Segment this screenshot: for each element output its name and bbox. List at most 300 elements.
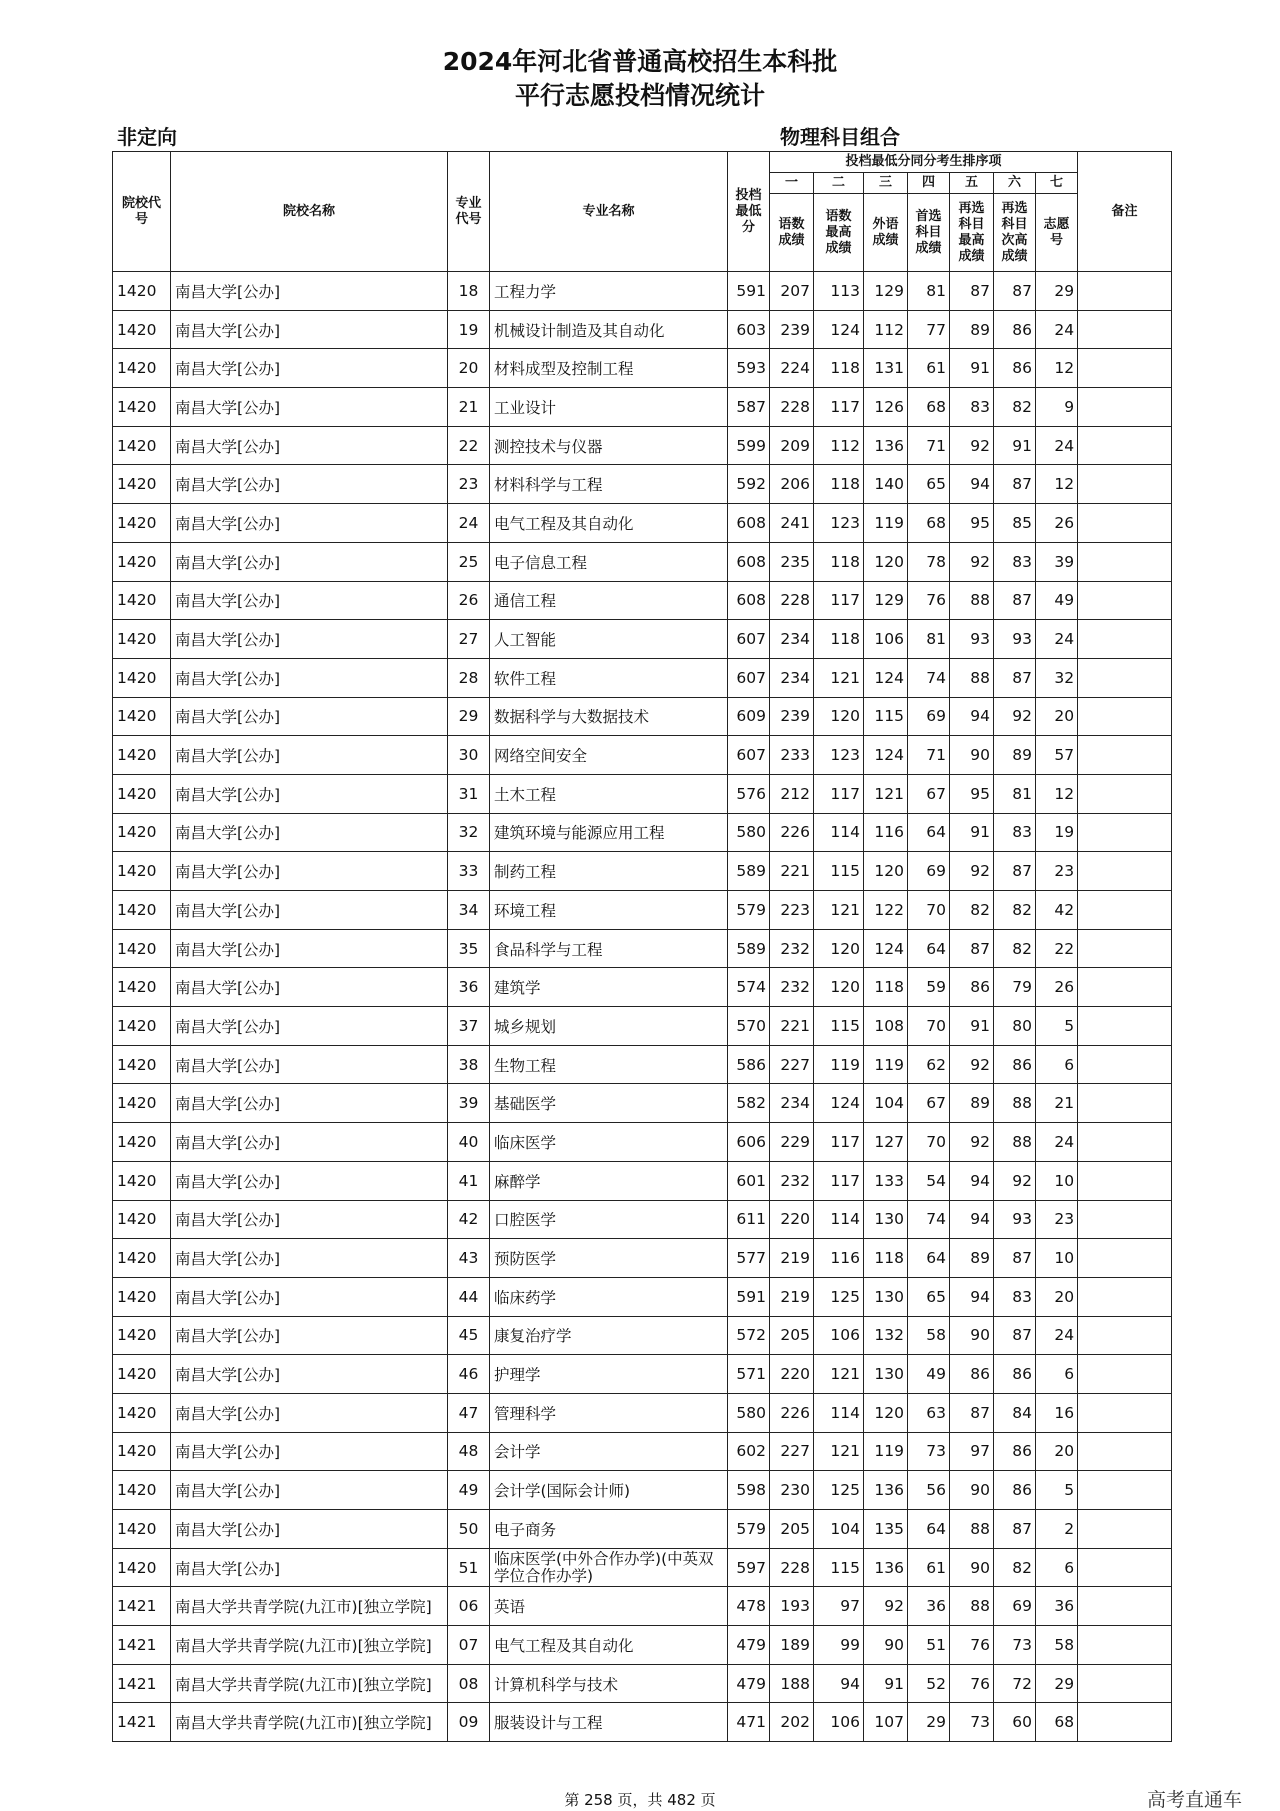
remark-cell [1078,1161,1172,1200]
major-code-cell: 43 [448,1239,490,1278]
elective-max-cell: 88 [950,658,994,697]
table-row [113,697,1172,736]
foreign-lang-cell: 107 [864,1703,908,1742]
elective-second-cell: 87 [994,1239,1036,1278]
table-row [113,1510,1172,1549]
school-code-cell: 1420 [113,1393,171,1432]
foreign-lang-cell: 108 [864,1007,908,1046]
chinese-math-cell: 226 [770,813,814,852]
major-name-cell: 机械设计制造及其自动化 [490,310,728,349]
choice-number-cell: 6 [1036,1355,1078,1394]
school-code-cell: 1420 [113,349,171,388]
school-name-cell: 南昌大学[公办] [171,620,448,659]
chinese-math-cell: 228 [770,388,814,427]
elective-second-cell: 87 [994,658,1036,697]
chinese-math-max-cell: 113 [814,272,864,311]
major-code-cell: 06 [448,1587,490,1626]
first-subject-cell: 68 [908,504,950,543]
remark-cell [1078,736,1172,775]
major-code-cell: 46 [448,1355,490,1394]
chinese-math-max-cell: 117 [814,1161,864,1200]
choice-number-cell: 24 [1036,1123,1078,1162]
elective-second-cell: 83 [994,542,1036,581]
major-name-cell: 建筑学 [490,968,728,1007]
table-row [113,1200,1172,1239]
min-score-cell: 574 [728,968,770,1007]
chinese-math-cell: 239 [770,310,814,349]
school-name-cell: 南昌大学[公办] [171,272,448,311]
table-row [113,1393,1172,1432]
school-name-cell: 南昌大学[公办] [171,1200,448,1239]
foreign-lang-cell: 119 [864,1045,908,1084]
remark-cell [1078,465,1172,504]
major-name-cell: 计算机科学与技术 [490,1664,728,1703]
foreign-lang-cell: 127 [864,1123,908,1162]
foreign-lang-cell: 140 [864,465,908,504]
header-foreign-lang: 外语成绩 [864,194,908,272]
table-row [113,929,1172,968]
elective-max-cell: 95 [950,504,994,543]
foreign-lang-cell: 129 [864,272,908,311]
chinese-math-max-cell: 119 [814,1045,864,1084]
table-row [113,349,1172,388]
header-num: 三 [864,173,908,194]
choice-number-cell: 29 [1036,272,1078,311]
chinese-math-max-cell: 125 [814,1277,864,1316]
min-score-cell: 579 [728,1510,770,1549]
foreign-lang-cell: 104 [864,1084,908,1123]
chinese-math-max-cell: 118 [814,620,864,659]
school-code-cell: 1420 [113,1007,171,1046]
major-name-cell: 工业设计 [490,388,728,427]
major-name-cell: 材料科学与工程 [490,465,728,504]
header-school-name: 院校名称 [171,152,448,272]
elective-second-cell: 82 [994,891,1036,930]
elective-second-cell: 84 [994,1393,1036,1432]
remark-cell [1078,658,1172,697]
table-row [113,1161,1172,1200]
elective-max-cell: 92 [950,1045,994,1084]
min-score-cell: 607 [728,736,770,775]
elective-max-cell: 83 [950,388,994,427]
first-subject-cell: 65 [908,465,950,504]
major-name-cell: 软件工程 [490,658,728,697]
major-name-cell: 通信工程 [490,581,728,620]
major-name-cell: 电气工程及其自动化 [490,1626,728,1665]
elective-second-cell: 92 [994,697,1036,736]
major-name-cell: 电气工程及其自动化 [490,504,728,543]
school-code-cell: 1421 [113,1703,171,1742]
foreign-lang-cell: 115 [864,697,908,736]
page-title-line1: 2024年河北省普通高校招生本科批 [442,47,838,76]
table-row [113,1703,1172,1742]
school-name-cell: 南昌大学[公办] [171,1393,448,1432]
major-name-cell: 基础医学 [490,1084,728,1123]
elective-second-cell: 82 [994,929,1036,968]
first-subject-cell: 63 [908,1393,950,1432]
school-name-cell: 南昌大学[公办] [171,1510,448,1549]
elective-max-cell: 90 [950,1316,994,1355]
table-row [113,1277,1172,1316]
school-name-cell: 南昌大学[公办] [171,388,448,427]
chinese-math-max-cell: 117 [814,774,864,813]
foreign-lang-cell: 133 [864,1161,908,1200]
school-code-cell: 1420 [113,1548,171,1587]
school-name-cell: 南昌大学[公办] [171,504,448,543]
school-name-cell: 南昌大学共青学院(九江市)[独立学院] [171,1664,448,1703]
foreign-lang-cell: 112 [864,310,908,349]
first-subject-cell: 78 [908,542,950,581]
min-score-cell: 607 [728,658,770,697]
major-name-cell: 临床药学 [490,1277,728,1316]
first-subject-cell: 64 [908,1510,950,1549]
min-score-cell: 577 [728,1239,770,1278]
choice-number-cell: 24 [1036,620,1078,659]
major-name-cell: 英语 [490,1587,728,1626]
first-subject-cell: 64 [908,1239,950,1278]
min-score-cell: 603 [728,310,770,349]
elective-second-cell: 89 [994,736,1036,775]
elective-max-cell: 89 [950,310,994,349]
major-code-cell: 22 [448,426,490,465]
chinese-math-max-cell: 124 [814,1084,864,1123]
elective-max-cell: 95 [950,774,994,813]
elective-second-cell: 86 [994,1471,1036,1510]
choice-number-cell: 6 [1036,1548,1078,1587]
chinese-math-max-cell: 118 [814,465,864,504]
elective-max-cell: 87 [950,929,994,968]
min-score-cell: 609 [728,697,770,736]
school-code-cell: 1420 [113,929,171,968]
first-subject-cell: 69 [908,697,950,736]
major-name-cell: 网络空间安全 [490,736,728,775]
elective-max-cell: 87 [950,1393,994,1432]
major-code-cell: 41 [448,1161,490,1200]
elective-second-cell: 83 [994,813,1036,852]
major-code-cell: 26 [448,581,490,620]
choice-number-cell: 10 [1036,1161,1078,1200]
chinese-math-cell: 221 [770,1007,814,1046]
min-score-cell: 607 [728,620,770,659]
foreign-lang-cell: 130 [864,1277,908,1316]
chinese-math-cell: 189 [770,1626,814,1665]
remark-cell [1078,1045,1172,1084]
table-row [113,504,1172,543]
choice-number-cell: 68 [1036,1703,1078,1742]
min-score-cell: 580 [728,813,770,852]
major-code-cell: 30 [448,736,490,775]
remark-cell [1078,1277,1172,1316]
chinese-math-cell: 232 [770,1161,814,1200]
school-code-cell: 1420 [113,310,171,349]
elective-max-cell: 91 [950,349,994,388]
chinese-math-max-cell: 116 [814,1239,864,1278]
chinese-math-cell: 241 [770,504,814,543]
plan-type-label: 非定向 [117,125,177,149]
major-name-cell: 制药工程 [490,852,728,891]
elective-max-cell: 97 [950,1432,994,1471]
header-num: 七 [1036,173,1078,194]
elective-second-cell: 93 [994,620,1036,659]
table-row [113,272,1172,311]
choice-number-cell: 2 [1036,1510,1078,1549]
remark-cell [1078,1703,1172,1742]
remark-cell [1078,774,1172,813]
choice-number-cell: 12 [1036,349,1078,388]
foreign-lang-cell: 135 [864,1510,908,1549]
min-score-cell: 572 [728,1316,770,1355]
elective-max-cell: 88 [950,1510,994,1549]
major-name-cell: 麻醉学 [490,1161,728,1200]
min-score-cell: 592 [728,465,770,504]
major-name-cell: 会计学 [490,1432,728,1471]
elective-second-cell: 87 [994,1510,1036,1549]
elective-max-cell: 91 [950,813,994,852]
first-subject-cell: 51 [908,1626,950,1665]
table-row [113,1045,1172,1084]
school-code-cell: 1420 [113,1123,171,1162]
remark-cell [1078,426,1172,465]
major-code-cell: 49 [448,1471,490,1510]
choice-number-cell: 10 [1036,1239,1078,1278]
remark-cell [1078,697,1172,736]
header-elective-second: 再选科目次高成绩 [994,194,1036,272]
elective-second-cell: 85 [994,504,1036,543]
remark-cell [1078,349,1172,388]
chinese-math-max-cell: 112 [814,426,864,465]
elective-second-cell: 86 [994,1355,1036,1394]
school-name-cell: 南昌大学[公办] [171,1471,448,1510]
remark-cell [1078,1471,1172,1510]
chinese-math-max-cell: 120 [814,929,864,968]
school-name-cell: 南昌大学[公办] [171,813,448,852]
school-code-cell: 1420 [113,1432,171,1471]
remark-cell [1078,1200,1172,1239]
school-code-cell: 1420 [113,1084,171,1123]
table-row [113,1432,1172,1471]
school-name-cell: 南昌大学[公办] [171,310,448,349]
table-row [113,968,1172,1007]
foreign-lang-cell: 132 [864,1316,908,1355]
elective-max-cell: 87 [950,272,994,311]
remark-cell [1078,581,1172,620]
school-name-cell: 南昌大学[公办] [171,426,448,465]
major-code-cell: 18 [448,272,490,311]
school-name-cell: 南昌大学共青学院(九江市)[独立学院] [171,1587,448,1626]
school-code-cell: 1420 [113,388,171,427]
choice-number-cell: 20 [1036,697,1078,736]
major-name-cell: 会计学(国际会计师) [490,1471,728,1510]
page-footer: 第 258 页，共 482 页 [564,1791,716,1809]
chinese-math-max-cell: 114 [814,1393,864,1432]
elective-max-cell: 92 [950,542,994,581]
remark-cell [1078,620,1172,659]
elective-max-cell: 92 [950,852,994,891]
remark-cell [1078,1587,1172,1626]
elective-max-cell: 93 [950,620,994,659]
elective-max-cell: 73 [950,1703,994,1742]
major-code-cell: 25 [448,542,490,581]
first-subject-cell: 36 [908,1587,950,1626]
first-subject-cell: 62 [908,1045,950,1084]
elective-second-cell: 79 [994,968,1036,1007]
chinese-math-max-cell: 123 [814,736,864,775]
table-row [113,736,1172,775]
elective-second-cell: 60 [994,1703,1036,1742]
first-subject-cell: 61 [908,1548,950,1587]
table-row [113,542,1172,581]
table-row [113,1587,1172,1626]
min-score-cell: 593 [728,349,770,388]
school-name-cell: 南昌大学[公办] [171,658,448,697]
elective-second-cell: 93 [994,1200,1036,1239]
major-code-cell: 48 [448,1432,490,1471]
first-subject-cell: 74 [908,658,950,697]
major-code-cell: 19 [448,310,490,349]
choice-number-cell: 19 [1036,813,1078,852]
elective-max-cell: 90 [950,736,994,775]
elective-second-cell: 82 [994,1548,1036,1587]
chinese-math-max-cell: 115 [814,852,864,891]
header-num: 二 [814,173,864,194]
min-score-cell: 582 [728,1084,770,1123]
major-code-cell: 28 [448,658,490,697]
elective-second-cell: 72 [994,1664,1036,1703]
elective-second-cell: 83 [994,1277,1036,1316]
major-code-cell: 37 [448,1007,490,1046]
elective-max-cell: 92 [950,426,994,465]
school-name-cell: 南昌大学共青学院(九江市)[独立学院] [171,1703,448,1742]
chinese-math-cell: 230 [770,1471,814,1510]
choice-number-cell: 5 [1036,1007,1078,1046]
first-subject-cell: 70 [908,1123,950,1162]
elective-second-cell: 69 [994,1587,1036,1626]
choice-number-cell: 12 [1036,465,1078,504]
foreign-lang-cell: 92 [864,1587,908,1626]
header-major-code: 专业代号 [448,152,490,272]
table-row [113,426,1172,465]
chinese-math-max-cell: 115 [814,1007,864,1046]
elective-max-cell: 86 [950,968,994,1007]
chinese-math-cell: 220 [770,1200,814,1239]
major-code-cell: 21 [448,388,490,427]
table-row [113,465,1172,504]
first-subject-cell: 52 [908,1664,950,1703]
elective-max-cell: 88 [950,581,994,620]
elective-second-cell: 82 [994,388,1036,427]
elective-max-cell: 89 [950,1084,994,1123]
elective-max-cell: 89 [950,1239,994,1278]
header-num: 六 [994,173,1036,194]
table-row [113,1316,1172,1355]
elective-second-cell: 86 [994,349,1036,388]
first-subject-cell: 69 [908,852,950,891]
table-row [113,813,1172,852]
chinese-math-max-cell: 117 [814,388,864,427]
elective-max-cell: 94 [950,1161,994,1200]
major-name-cell: 管理科学 [490,1393,728,1432]
remark-cell [1078,272,1172,311]
school-code-cell: 1420 [113,891,171,930]
chinese-math-max-cell: 124 [814,310,864,349]
first-subject-cell: 64 [908,929,950,968]
major-code-cell: 38 [448,1045,490,1084]
remark-cell [1078,504,1172,543]
elective-max-cell: 94 [950,465,994,504]
remark-cell [1078,1510,1172,1549]
major-name-cell: 电子信息工程 [490,542,728,581]
min-score-cell: 608 [728,542,770,581]
major-code-cell: 32 [448,813,490,852]
major-name-cell: 康复治疗学 [490,1316,728,1355]
chinese-math-cell: 229 [770,1123,814,1162]
first-subject-cell: 81 [908,620,950,659]
table-row [113,1007,1172,1046]
school-name-cell: 南昌大学[公办] [171,465,448,504]
school-code-cell: 1421 [113,1626,171,1665]
major-name-cell: 服装设计与工程 [490,1703,728,1742]
school-name-cell: 南昌大学[公办] [171,852,448,891]
chinese-math-cell: 233 [770,736,814,775]
major-code-cell: 33 [448,852,490,891]
min-score-cell: 608 [728,581,770,620]
remark-cell [1078,388,1172,427]
foreign-lang-cell: 124 [864,736,908,775]
foreign-lang-cell: 124 [864,929,908,968]
chinese-math-cell: 224 [770,349,814,388]
first-subject-cell: 73 [908,1432,950,1471]
elective-max-cell: 76 [950,1626,994,1665]
min-score-cell: 571 [728,1355,770,1394]
school-code-cell: 1420 [113,504,171,543]
school-code-cell: 1420 [113,736,171,775]
major-code-cell: 34 [448,891,490,930]
school-code-cell: 1420 [113,774,171,813]
first-subject-cell: 49 [908,1355,950,1394]
header-elective-max: 再选科目最高成绩 [950,194,994,272]
remark-cell [1078,929,1172,968]
chinese-math-max-cell: 117 [814,581,864,620]
min-score-cell: 599 [728,426,770,465]
school-code-cell: 1420 [113,968,171,1007]
choice-number-cell: 16 [1036,1393,1078,1432]
header-first-subject: 首选科目成绩 [908,194,950,272]
school-code-cell: 1420 [113,1277,171,1316]
table-row [113,1626,1172,1665]
chinese-math-max-cell: 120 [814,968,864,1007]
elective-max-cell: 90 [950,1471,994,1510]
elective-max-cell: 94 [950,697,994,736]
school-code-cell: 1420 [113,1471,171,1510]
elective-second-cell: 87 [994,852,1036,891]
table-row [113,620,1172,659]
chinese-math-max-cell: 120 [814,697,864,736]
school-code-cell: 1420 [113,1355,171,1394]
min-score-cell: 591 [728,272,770,311]
remark-cell [1078,813,1172,852]
major-name-cell: 临床医学 [490,1123,728,1162]
min-score-cell: 611 [728,1200,770,1239]
school-code-cell: 1420 [113,272,171,311]
school-code-cell: 1420 [113,1200,171,1239]
header-chinese-math: 语数成绩 [770,194,814,272]
chinese-math-cell: 228 [770,581,814,620]
table-row [113,891,1172,930]
first-subject-cell: 54 [908,1161,950,1200]
elective-second-cell: 87 [994,581,1036,620]
elective-second-cell: 86 [994,310,1036,349]
school-name-cell: 南昌大学[公办] [171,1007,448,1046]
